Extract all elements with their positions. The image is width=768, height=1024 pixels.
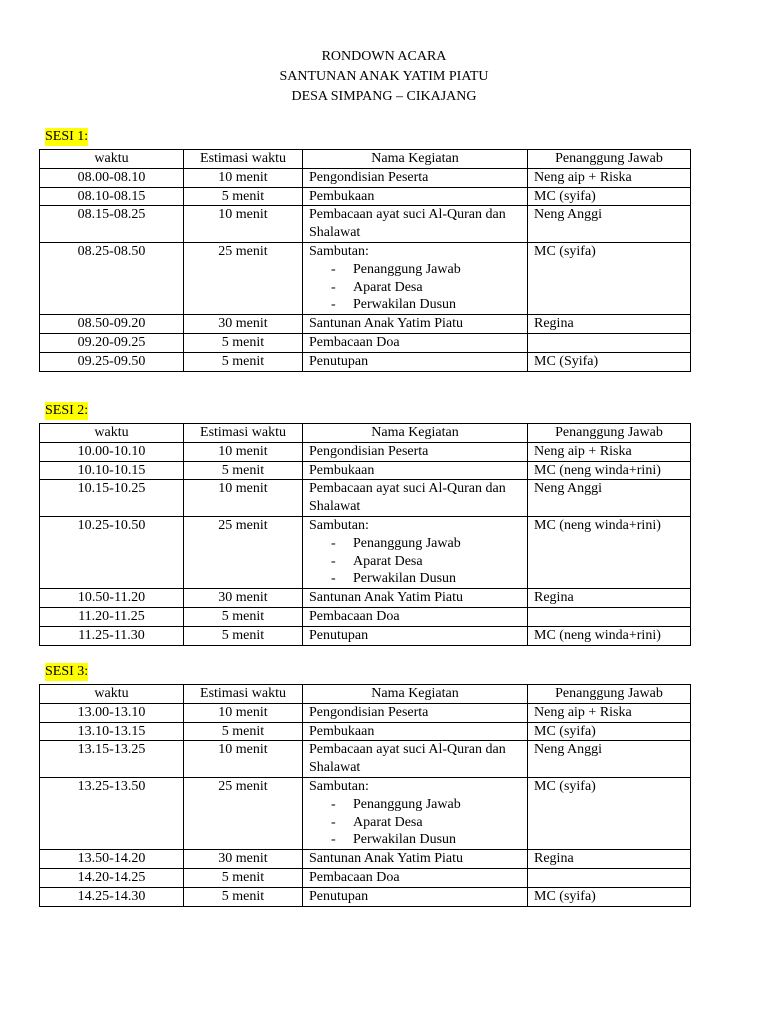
activity-text: Pembukaan <box>309 188 375 204</box>
activity-cell <box>303 352 528 371</box>
header-pic: Penanggung Jawab <box>528 424 691 443</box>
time-cell: 11.25-11.30 <box>40 626 184 645</box>
activity-text: Santunan Anak Yatim Piatu <box>309 851 464 867</box>
activity-cell <box>303 333 528 352</box>
header-activity: Nama Kegiatan <box>303 685 528 704</box>
header-time: waktu <box>40 685 184 704</box>
pic-cell: Neng Anggi <box>528 741 691 778</box>
duration-cell: 10 menit <box>184 703 303 722</box>
list-dash: - <box>331 553 336 569</box>
time-cell: 10.00-10.10 <box>40 442 184 461</box>
duration-cell: 30 menit <box>184 589 303 608</box>
table-row <box>40 703 691 722</box>
session-3 <box>39 663 691 907</box>
activity-text: Pengondisian Peserta <box>309 704 429 720</box>
activity-cell <box>303 703 528 722</box>
duration-cell: 30 menit <box>184 850 303 869</box>
activity-text: Penutupan <box>309 353 369 369</box>
duration-cell: 25 menit <box>184 777 303 849</box>
pic-cell: Regina <box>528 589 691 608</box>
activity-subitem <box>309 570 521 588</box>
activity-cell <box>303 461 528 480</box>
time-cell: 10.10-10.15 <box>40 461 184 480</box>
session-label: SESI 1: <box>45 129 89 144</box>
document-title <box>0 47 768 107</box>
list-dash: - <box>331 832 336 848</box>
activity-subitem-text: Penanggung Jawab <box>353 796 461 812</box>
activity-cell <box>303 480 528 517</box>
time-cell: 08.50-09.20 <box>40 315 184 334</box>
duration-cell: 5 menit <box>184 887 303 906</box>
activity-subitem-text: Perwakilan Dusun <box>353 832 457 848</box>
duration-cell: 5 menit <box>184 187 303 206</box>
pic-cell: MC (syifa) <box>528 187 691 206</box>
time-cell: 10.25-10.50 <box>40 516 184 588</box>
schedule-table <box>39 149 691 372</box>
activity-text: Pembacaan Doa <box>309 608 400 624</box>
duration-cell: 25 menit <box>184 242 303 314</box>
table-row <box>40 887 691 906</box>
pic-cell: MC (syifa) <box>528 777 691 849</box>
activity-cell <box>303 516 528 588</box>
pic-cell: Neng Anggi <box>528 480 691 517</box>
activity-subitem <box>309 535 521 553</box>
time-cell: 08.00-08.10 <box>40 168 184 187</box>
duration-cell: 5 menit <box>184 868 303 887</box>
title-line-3: DESA SIMPANG – CIKAJANG <box>291 89 477 104</box>
activity-subitem-text: Aparat Desa <box>353 814 423 830</box>
duration-cell: 10 menit <box>184 168 303 187</box>
activity-subitem-text: Perwakilan Dusun <box>353 571 457 587</box>
duration-cell: 10 menit <box>184 206 303 243</box>
activity-text: Santunan Anak Yatim Piatu <box>309 590 464 606</box>
time-cell: 13.15-13.25 <box>40 741 184 778</box>
activity-text: Pembukaan <box>309 462 375 478</box>
activity-subitem-text: Penanggung Jawab <box>353 535 461 551</box>
duration-cell: 5 menit <box>184 722 303 741</box>
table-row <box>40 589 691 608</box>
pic-cell: Neng aip + Riska <box>528 703 691 722</box>
session-label: SESI 3: <box>45 664 89 679</box>
table-row <box>40 187 691 206</box>
time-cell: 13.25-13.50 <box>40 777 184 849</box>
time-cell: 13.00-13.10 <box>40 703 184 722</box>
table-row <box>40 850 691 869</box>
activity-text: Sambutan: <box>309 517 369 533</box>
time-cell: 10.15-10.25 <box>40 480 184 517</box>
time-cell: 08.15-08.25 <box>40 206 184 243</box>
table-row <box>40 333 691 352</box>
pic-cell: Regina <box>528 850 691 869</box>
pic-cell: Neng Anggi <box>528 206 691 243</box>
time-cell: 09.20-09.25 <box>40 333 184 352</box>
activity-cell <box>303 626 528 645</box>
activity-cell <box>303 850 528 869</box>
list-dash: - <box>331 535 336 551</box>
time-cell: 08.25-08.50 <box>40 242 184 314</box>
pic-cell <box>528 607 691 626</box>
header-duration: Estimasi waktu <box>184 685 303 704</box>
activity-subitem-text: Aparat Desa <box>353 553 423 569</box>
duration-cell: 5 menit <box>184 626 303 645</box>
table-row <box>40 777 691 849</box>
header-time: waktu <box>40 150 184 169</box>
activity-subitem-text: Aparat Desa <box>353 279 423 295</box>
activity-cell <box>303 168 528 187</box>
activity-text: Sambutan: <box>309 778 369 794</box>
title-line-2: SANTUNAN ANAK YATIM PIATU <box>279 69 489 84</box>
pic-cell: Neng aip + Riska <box>528 168 691 187</box>
time-cell: 11.20-11.25 <box>40 607 184 626</box>
activity-text: Penutupan <box>309 888 369 904</box>
table-row <box>40 442 691 461</box>
activity-text: Pembacaan ayat suci Al-Quran dan Shalawat <box>309 207 506 241</box>
table-row <box>40 516 691 588</box>
activity-cell <box>303 777 528 849</box>
pic-cell: Neng aip + Riska <box>528 442 691 461</box>
activity-text: Pembacaan ayat suci Al-Quran dan Shalawat <box>309 742 506 776</box>
pic-cell: MC (neng winda+rini) <box>528 626 691 645</box>
activity-cell <box>303 607 528 626</box>
pic-cell <box>528 868 691 887</box>
activity-cell <box>303 242 528 314</box>
table-row <box>40 722 691 741</box>
activity-cell <box>303 589 528 608</box>
activity-text: Pembukaan <box>309 723 375 739</box>
duration-cell: 10 menit <box>184 442 303 461</box>
activity-text: Pengondisian Peserta <box>309 443 429 459</box>
header-activity: Nama Kegiatan <box>303 424 528 443</box>
activity-subitem <box>309 296 521 314</box>
activity-text: Pengondisian Peserta <box>309 169 429 185</box>
list-dash: - <box>331 297 336 313</box>
header-pic: Penanggung Jawab <box>528 685 691 704</box>
table-row <box>40 315 691 334</box>
activity-subitem-text: Perwakilan Dusun <box>353 297 457 313</box>
activity-subitem <box>309 796 521 814</box>
time-cell: 13.10-13.15 <box>40 722 184 741</box>
time-cell: 14.20-14.25 <box>40 868 184 887</box>
list-dash: - <box>331 279 336 295</box>
list-dash: - <box>331 796 336 812</box>
table-row <box>40 461 691 480</box>
list-dash: - <box>331 261 336 277</box>
time-cell: 10.50-11.20 <box>40 589 184 608</box>
table-row <box>40 168 691 187</box>
duration-cell: 5 menit <box>184 461 303 480</box>
table-row <box>40 480 691 517</box>
activity-subitem-text: Penanggung Jawab <box>353 261 461 277</box>
activity-subitem <box>309 831 521 849</box>
activity-text: Pembacaan Doa <box>309 869 400 885</box>
duration-cell: 25 menit <box>184 516 303 588</box>
activity-cell <box>303 722 528 741</box>
list-dash: - <box>331 571 336 587</box>
table-header-row <box>40 685 691 704</box>
duration-cell: 30 menit <box>184 315 303 334</box>
session-label: SESI 2: <box>45 403 89 418</box>
header-time: waktu <box>40 424 184 443</box>
table-row <box>40 206 691 243</box>
header-duration: Estimasi waktu <box>184 424 303 443</box>
duration-cell: 5 menit <box>184 352 303 371</box>
activity-cell <box>303 887 528 906</box>
activity-subitem <box>309 279 521 297</box>
pic-cell: MC (syifa) <box>528 722 691 741</box>
duration-cell: 5 menit <box>184 607 303 626</box>
duration-cell: 10 menit <box>184 480 303 517</box>
duration-cell: 10 menit <box>184 741 303 778</box>
table-header-row <box>40 150 691 169</box>
title-line-1: RONDOWN ACARA <box>321 49 447 64</box>
table-row <box>40 242 691 314</box>
activity-subitem <box>309 261 521 279</box>
pic-cell <box>528 333 691 352</box>
header-activity: Nama Kegiatan <box>303 150 528 169</box>
table-header-row <box>40 424 691 443</box>
table-row <box>40 352 691 371</box>
activity-subitem <box>309 553 521 571</box>
activity-cell <box>303 187 528 206</box>
pic-cell: MC (neng winda+rini) <box>528 461 691 480</box>
header-pic: Penanggung Jawab <box>528 150 691 169</box>
pic-cell: MC (syifa) <box>528 887 691 906</box>
activity-text: Santunan Anak Yatim Piatu <box>309 316 464 332</box>
time-cell: 14.25-14.30 <box>40 887 184 906</box>
table-row <box>40 626 691 645</box>
time-cell: 08.10-08.15 <box>40 187 184 206</box>
table-row <box>40 741 691 778</box>
activity-text: Pembacaan ayat suci Al-Quran dan Shalawat <box>309 481 506 515</box>
activity-cell <box>303 868 528 887</box>
time-cell: 13.50-14.20 <box>40 850 184 869</box>
session-2 <box>39 402 691 646</box>
session-1 <box>39 128 691 372</box>
activity-cell <box>303 315 528 334</box>
header-duration: Estimasi waktu <box>184 150 303 169</box>
activity-cell <box>303 206 528 243</box>
duration-cell: 5 menit <box>184 333 303 352</box>
pic-cell: MC (syifa) <box>528 242 691 314</box>
activity-text: Penutupan <box>309 627 369 643</box>
pic-cell: MC (Syifa) <box>528 352 691 371</box>
activity-cell <box>303 442 528 461</box>
pic-cell: Regina <box>528 315 691 334</box>
schedule-table <box>39 423 691 646</box>
table-row <box>40 868 691 887</box>
activity-cell <box>303 741 528 778</box>
table-row <box>40 607 691 626</box>
activity-text: Pembacaan Doa <box>309 334 400 350</box>
list-dash: - <box>331 814 336 830</box>
pic-cell: MC (neng winda+rini) <box>528 516 691 588</box>
time-cell: 09.25-09.50 <box>40 352 184 371</box>
activity-text: Sambutan: <box>309 243 369 259</box>
activity-subitem <box>309 814 521 832</box>
schedule-table <box>39 684 691 907</box>
